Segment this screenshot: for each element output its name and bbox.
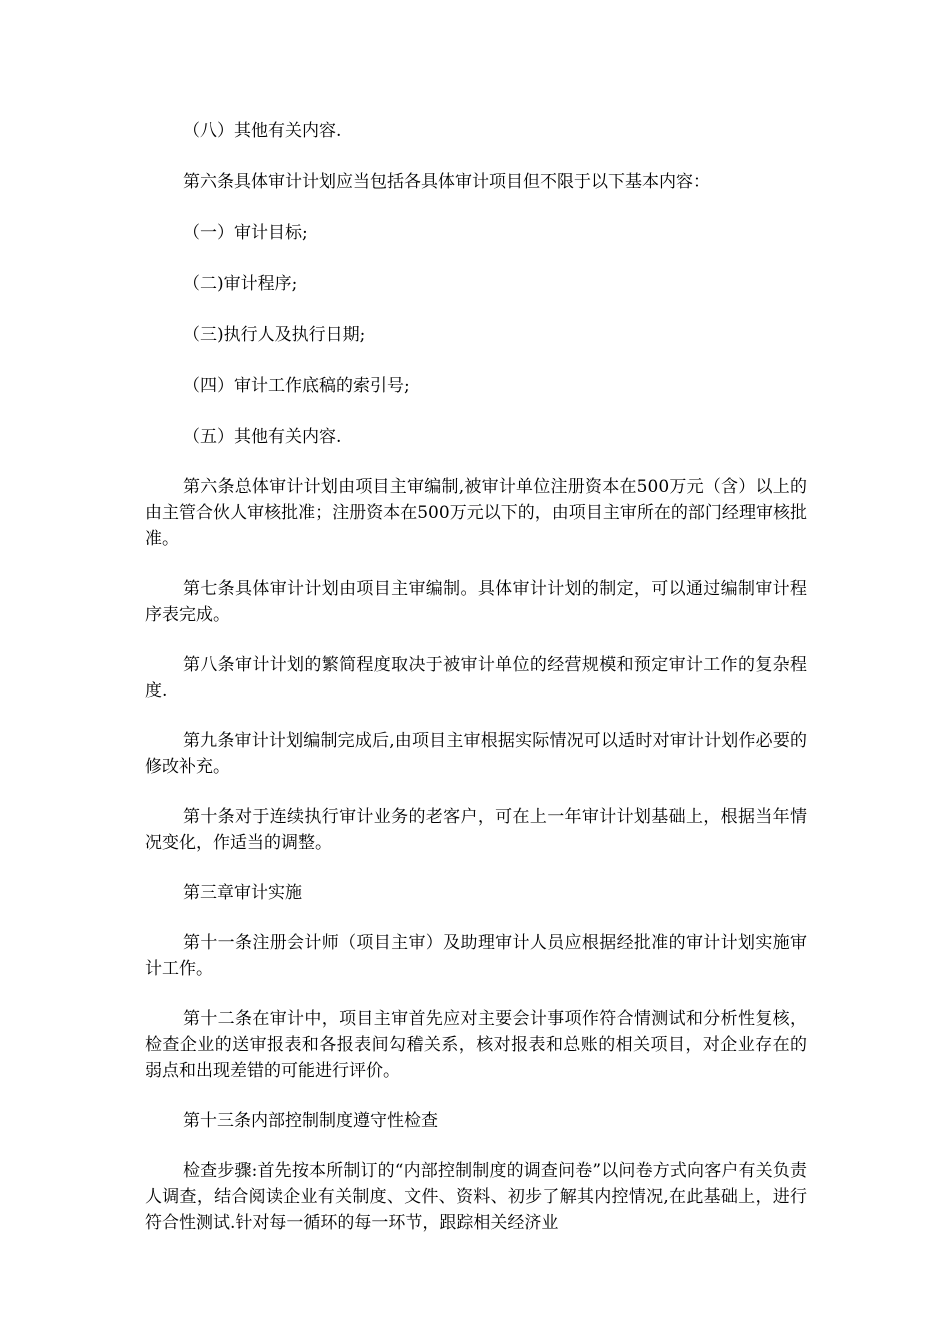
body-paragraph: 第十二条在审计中，项目主审首先应对主要会计事项作符合情测试和分析性复核，检查企业的送审报表和各报表间勾稽关系，核对报表和总账的相关项目，对企业存在的弱点和出现差错的可能进行评价。 — [145, 1009, 807, 1081]
body-paragraph: 第十一条注册会计师（项目主审）及助理审计人员应根据经批准的审计计划实施审计工作。 — [145, 933, 807, 979]
list-item: （三)执行人及执行日期; — [183, 325, 366, 345]
body-paragraph: 检查步骤:首先按本所制订的“内部控制制度的调查问卷”以问卷方式向客户有关负责人调查，结合阅读企业有关制度、文件、资料、初步了解其内控情况,在此基础上，进行符合性测试.针对每一循环的每一环节，跟踪相关经济业 — [145, 1161, 807, 1233]
body-paragraph: 第八条审计计划的繁简程度取决于被审计单位的经营规模和预定审计工作的复杂程度. — [145, 655, 807, 701]
list-item: （四）审计工作底稿的索引号; — [183, 376, 410, 396]
body-paragraph: 第十条对于连续执行审计业务的老客户，可在上一年审计计划基础上，根据当年情况变化，作适当的调整。 — [145, 807, 807, 853]
list-item: （八）其他有关内容. — [183, 121, 342, 141]
body-paragraph: 第九条审计计划编制完成后,由项目主审根据实际情况可以适时对审计计划作必要的修改补充。 — [145, 731, 807, 777]
body-paragraph: 第七条具体审计计划由项目主审编制。具体审计计划的制定，可以通过编制审计程序表完成。 — [145, 579, 807, 625]
article-heading: 第六条具体审计计划应当包括各具体审计项目但不限于以下基本内容： — [183, 172, 710, 192]
article-heading: 第十三条内部控制制度遵守性检查 — [183, 1111, 438, 1131]
chapter-heading: 第三章审计实施 — [183, 883, 302, 903]
body-paragraph: 第六条总体审计计划由项目主审编制,被审计单位注册资本在500万元（含）以上的由主管合伙人审核批准；注册资本在500万元以下的，由项目主审所在的部门经理审核批准。 — [145, 477, 807, 549]
document-body — [145, 118, 807, 1236]
list-item: （五）其他有关内容. — [183, 427, 342, 447]
list-item: （一）审计目标; — [183, 223, 308, 243]
list-item: （二)审计程序; — [183, 274, 298, 294]
